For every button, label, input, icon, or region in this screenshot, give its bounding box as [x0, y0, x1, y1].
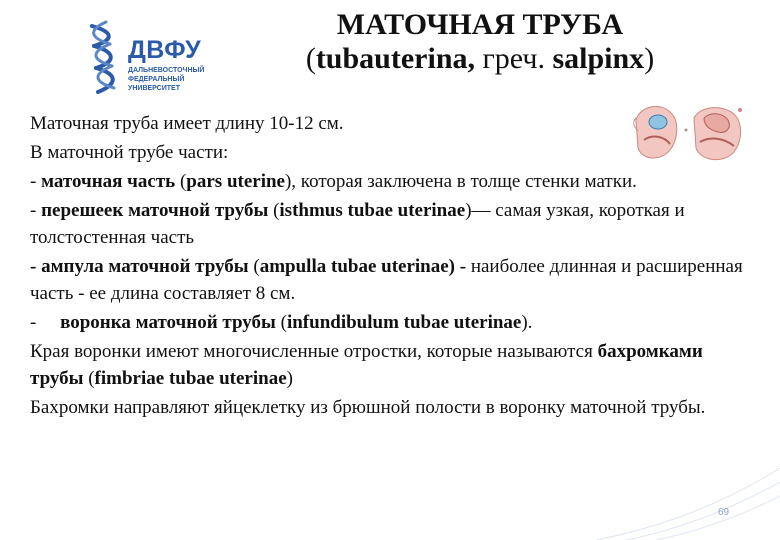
- text: -: [30, 200, 42, 221]
- paragraph-isthmus: [30, 197, 750, 251]
- text: -: [30, 171, 42, 192]
- logo-sub-line: ФЕДЕРАЛЬНЫЙ: [128, 76, 185, 83]
- text: ).: [521, 312, 533, 333]
- latin-term: fimbriae tubae uterinae: [94, 368, 287, 389]
- paragraph-infundibulum: [30, 309, 750, 336]
- title-line-1: МАТОЧНАЯ ТРУБА: [336, 8, 624, 41]
- paragraph: Бахромки направляют яйцеклетку из брюшной полости в воронку маточной трубы.: [30, 397, 706, 418]
- logo-name: ДВФУ: [128, 36, 202, 64]
- text: (: [268, 200, 280, 221]
- text: -: [30, 312, 61, 333]
- text: (: [83, 368, 95, 389]
- term: воронка маточной трубы: [60, 312, 276, 333]
- paragraph-fimbriae: [30, 338, 750, 392]
- text: ): [286, 368, 293, 389]
- latin-term: ampulla tubae uterinae: [259, 256, 449, 277]
- logo-sub-line: УНИВЕРСИТЕТ: [128, 85, 180, 92]
- text: (: [275, 312, 287, 333]
- page-number: 69: [718, 507, 730, 518]
- term: перешеек маточной трубы: [41, 200, 269, 221]
- latin-term: infundibulum tubae uterinae: [286, 312, 522, 333]
- dna-helix-icon: [84, 18, 128, 98]
- slide-body: [30, 110, 750, 421]
- term: маточная часть: [41, 171, 176, 192]
- latin-term: isthmus tubae uterinae: [279, 200, 466, 221]
- text: наиболее длинная и расширенная часть - ее длина составляет 8 см.: [30, 256, 743, 304]
- term: - ампула маточной трубы: [30, 256, 249, 277]
- paragraph-uterine-part: [30, 168, 750, 195]
- title-line-2: [250, 42, 710, 76]
- text: (: [248, 256, 260, 277]
- text: ), которая заключена в толще стенки матки.: [284, 171, 637, 192]
- paragraph: Маточная труба имеет длину 10-12 см.: [30, 113, 344, 134]
- text: )— самая узкая, короткая и толстостенная часть: [30, 200, 685, 248]
- latin-term: pars uterine: [186, 171, 285, 192]
- paragraph: В маточной трубе части:: [30, 142, 229, 163]
- text: (: [175, 171, 187, 192]
- term-tail: ) -: [448, 256, 471, 277]
- slide-title: [250, 8, 710, 76]
- title-latin: tubauterina,: [315, 42, 475, 75]
- logo-subtitle: [128, 66, 228, 93]
- logo-sub-line: ДАЛЬНЕВОСТОЧНЫЙ: [128, 67, 205, 74]
- title-greek-prefix: греч.: [475, 42, 553, 75]
- university-logo: [84, 18, 234, 98]
- title-paren-close: ): [644, 42, 655, 75]
- term: бахромками трубы: [30, 341, 703, 389]
- paragraph-ampulla: [30, 253, 750, 307]
- decorative-corner: [596, 468, 780, 540]
- text: Края воронки имеют многочисленные отростки, которые называются: [30, 341, 598, 362]
- title-greek: salpinx: [552, 42, 645, 75]
- title-paren-open: (: [305, 42, 316, 75]
